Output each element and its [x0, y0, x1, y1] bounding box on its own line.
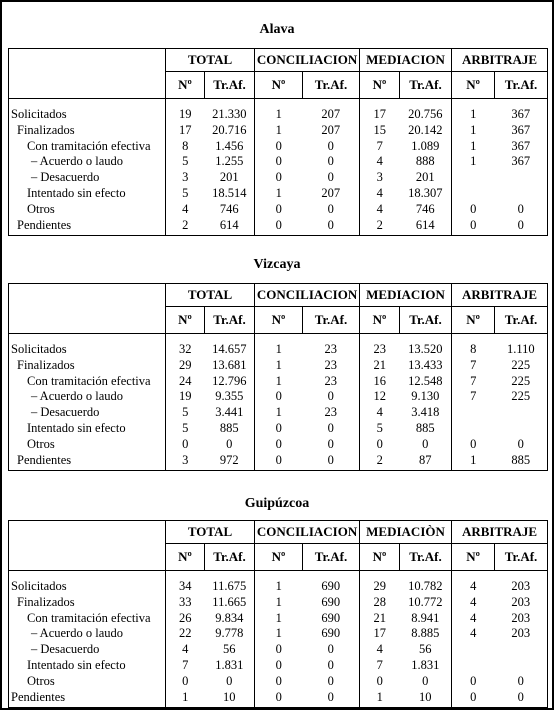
header-corner	[9, 49, 166, 99]
cell-arbitraje-traf	[495, 421, 548, 437]
cell-mediacion-n: 23	[360, 334, 400, 358]
cell-arbitraje-n: 0	[452, 690, 495, 708]
cell-total-n: 1	[166, 690, 205, 708]
group-header: MEDIACION	[360, 284, 452, 307]
row-label: – Acuerdo o laudo	[9, 389, 166, 405]
cell-mediacion-n: 4	[360, 154, 400, 170]
cell-arbitraje-traf: 0	[495, 437, 548, 453]
count-header: Nº	[166, 72, 205, 99]
cell-conciliacion-n: 1	[255, 611, 303, 627]
cell-mediacion-n: 5	[360, 421, 400, 437]
group-header: ARBITRAJE	[452, 49, 548, 72]
workers-header: Tr.Af.	[495, 544, 548, 571]
row-label: Otros	[9, 202, 166, 218]
row-label: Solicitados	[9, 571, 166, 595]
row-label: Solicitados	[9, 99, 166, 123]
stats-table	[8, 520, 548, 708]
cell-conciliacion-traf: 0	[303, 674, 360, 690]
cell-arbitraje-n: 4	[452, 626, 495, 642]
cell-mediacion-n: 3	[360, 170, 400, 186]
cell-total-n: 3	[166, 170, 205, 186]
group-header: TOTAL	[166, 521, 255, 544]
cell-total-traf: 20.716	[205, 123, 255, 139]
cell-conciliacion-traf: 0	[303, 453, 360, 471]
cell-total-n: 32	[166, 334, 205, 358]
group-header: ARBITRAJE	[452, 284, 548, 307]
cell-conciliacion-n: 0	[255, 170, 303, 186]
cell-mediacion-n: 2	[360, 218, 400, 236]
cell-mediacion-traf: 13.433	[400, 358, 452, 374]
workers-header: Tr.Af.	[495, 72, 548, 99]
cell-total-n: 22	[166, 626, 205, 642]
cell-conciliacion-traf: 23	[303, 374, 360, 390]
cell-conciliacion-n: 0	[255, 453, 303, 471]
group-header: CONCILIACION	[255, 284, 360, 307]
cell-arbitraje-n: 1	[452, 139, 495, 155]
count-header: Nº	[360, 307, 400, 334]
cell-arbitraje-traf: 0	[495, 690, 548, 708]
cell-mediacion-n: 16	[360, 374, 400, 390]
row-label: Intentado sin efecto	[9, 186, 166, 202]
table-row	[9, 690, 548, 708]
cell-mediacion-traf: 10.782	[400, 571, 452, 595]
cell-total-traf: 1.456	[205, 139, 255, 155]
cell-mediacion-traf: 614	[400, 218, 452, 236]
count-header: Nº	[360, 72, 400, 99]
cell-conciliacion-n: 1	[255, 405, 303, 421]
cell-mediacion-n: 7	[360, 658, 400, 674]
cell-conciliacion-n: 0	[255, 139, 303, 155]
count-header: Nº	[360, 544, 400, 571]
count-header: Nº	[452, 307, 495, 334]
cell-total-traf: 1.255	[205, 154, 255, 170]
row-label: – Desacuerdo	[9, 170, 166, 186]
cell-arbitraje-n	[452, 421, 495, 437]
cell-arbitraje-traf: 1.110	[495, 334, 548, 358]
table-row	[9, 571, 548, 595]
workers-header: Tr.Af.	[205, 544, 255, 571]
cell-total-traf: 12.796	[205, 374, 255, 390]
cell-conciliacion-traf: 23	[303, 334, 360, 358]
cell-conciliacion-traf: 0	[303, 202, 360, 218]
cell-total-traf: 1.831	[205, 658, 255, 674]
cell-mediacion-n: 15	[360, 123, 400, 139]
cell-mediacion-traf: 20.142	[400, 123, 452, 139]
cell-conciliacion-traf: 690	[303, 595, 360, 611]
cell-conciliacion-n: 1	[255, 374, 303, 390]
cell-total-n: 24	[166, 374, 205, 390]
cell-arbitraje-traf: 885	[495, 453, 548, 471]
table-row	[9, 421, 548, 437]
cell-total-traf: 21.330	[205, 99, 255, 123]
workers-header: Tr.Af.	[303, 544, 360, 571]
workers-header: Tr.Af.	[400, 544, 452, 571]
workers-header: Tr.Af.	[303, 72, 360, 99]
cell-mediacion-traf: 746	[400, 202, 452, 218]
cell-arbitraje-traf	[495, 405, 548, 421]
cell-mediacion-n: 0	[360, 674, 400, 690]
table-row	[9, 405, 548, 421]
cell-total-traf: 9.778	[205, 626, 255, 642]
cell-total-n: 7	[166, 658, 205, 674]
cell-mediacion-traf: 10.772	[400, 595, 452, 611]
cell-total-traf: 9.834	[205, 611, 255, 627]
cell-total-traf: 11.665	[205, 595, 255, 611]
table-row	[9, 202, 548, 218]
cell-total-traf: 11.675	[205, 571, 255, 595]
cell-mediacion-n: 21	[360, 611, 400, 627]
cell-arbitraje-n	[452, 186, 495, 202]
workers-header: Tr.Af.	[205, 307, 255, 334]
table-row	[9, 595, 548, 611]
row-label: Finalizados	[9, 595, 166, 611]
cell-mediacion-traf: 87	[400, 453, 452, 471]
cell-arbitraje-n: 7	[452, 358, 495, 374]
cell-mediacion-n: 2	[360, 453, 400, 471]
cell-conciliacion-n: 1	[255, 358, 303, 374]
table-row	[9, 358, 548, 374]
cell-arbitraje-n: 1	[452, 154, 495, 170]
cell-conciliacion-n: 0	[255, 218, 303, 236]
cell-arbitraje-n: 8	[452, 334, 495, 358]
cell-conciliacion-n: 0	[255, 154, 303, 170]
cell-total-traf: 10	[205, 690, 255, 708]
cell-mediacion-traf: 13.520	[400, 334, 452, 358]
cell-arbitraje-traf: 367	[495, 123, 548, 139]
cell-total-n: 33	[166, 595, 205, 611]
cell-total-traf: 614	[205, 218, 255, 236]
table-row	[9, 626, 548, 642]
cell-arbitraje-n: 1	[452, 123, 495, 139]
table-row	[9, 374, 548, 390]
cell-conciliacion-traf: 207	[303, 99, 360, 123]
workers-header: Tr.Af.	[400, 307, 452, 334]
count-header: Nº	[255, 72, 303, 99]
cell-total-n: 4	[166, 642, 205, 658]
cell-arbitraje-n: 0	[452, 437, 495, 453]
group-header: MEDIACION	[360, 49, 452, 72]
cell-mediacion-n: 4	[360, 405, 400, 421]
row-label: Solicitados	[9, 334, 166, 358]
count-header: Nº	[166, 544, 205, 571]
cell-total-n: 3	[166, 453, 205, 471]
row-label: Otros	[9, 674, 166, 690]
cell-arbitraje-n: 0	[452, 202, 495, 218]
cell-conciliacion-traf: 0	[303, 218, 360, 236]
table-row	[9, 334, 548, 358]
cell-mediacion-n: 29	[360, 571, 400, 595]
region-guipuzcoa	[0, 496, 554, 708]
cell-total-traf: 13.681	[205, 358, 255, 374]
workers-header: Tr.Af.	[205, 72, 255, 99]
row-label: Con tramitación efectiva	[9, 611, 166, 627]
cell-total-n: 5	[166, 154, 205, 170]
count-header: Nº	[166, 307, 205, 334]
cell-conciliacion-n: 1	[255, 571, 303, 595]
cell-conciliacion-traf: 0	[303, 658, 360, 674]
stats-table	[8, 48, 548, 236]
cell-arbitraje-n: 7	[452, 389, 495, 405]
group-header: TOTAL	[166, 49, 255, 72]
cell-total-traf: 18.514	[205, 186, 255, 202]
cell-conciliacion-traf: 0	[303, 139, 360, 155]
table-row	[9, 674, 548, 690]
cell-arbitraje-traf: 203	[495, 626, 548, 642]
cell-total-traf: 9.355	[205, 389, 255, 405]
cell-arbitraje-n	[452, 170, 495, 186]
cell-conciliacion-n: 0	[255, 674, 303, 690]
cell-total-n: 17	[166, 123, 205, 139]
cell-total-traf: 0	[205, 674, 255, 690]
cell-arbitraje-traf: 367	[495, 154, 548, 170]
cell-arbitraje-n: 4	[452, 571, 495, 595]
region-alava	[0, 22, 554, 236]
cell-total-n: 4	[166, 202, 205, 218]
cell-arbitraje-n: 4	[452, 611, 495, 627]
cell-mediacion-traf: 12.548	[400, 374, 452, 390]
table-row	[9, 218, 548, 236]
group-header: CONCILIACION	[255, 49, 360, 72]
cell-mediacion-n: 21	[360, 358, 400, 374]
cell-total-n: 29	[166, 358, 205, 374]
cell-mediacion-traf: 20.756	[400, 99, 452, 123]
cell-arbitraje-traf: 225	[495, 358, 548, 374]
group-header: TOTAL	[166, 284, 255, 307]
cell-total-traf: 885	[205, 421, 255, 437]
row-label: – Acuerdo o laudo	[9, 626, 166, 642]
count-header: Nº	[255, 307, 303, 334]
table-row	[9, 389, 548, 405]
table-row	[9, 453, 548, 471]
cell-arbitraje-n	[452, 658, 495, 674]
cell-total-n: 8	[166, 139, 205, 155]
cell-conciliacion-n: 0	[255, 642, 303, 658]
region-vizcaya	[0, 257, 554, 471]
cell-mediacion-n: 4	[360, 642, 400, 658]
table-row	[9, 437, 548, 453]
cell-conciliacion-n: 0	[255, 202, 303, 218]
cell-mediacion-traf: 8.941	[400, 611, 452, 627]
region-title: Vizcaya	[253, 257, 301, 272]
cell-mediacion-n: 28	[360, 595, 400, 611]
cell-arbitraje-traf: 225	[495, 389, 548, 405]
stats-table	[8, 283, 548, 471]
row-label: Intentado sin efecto	[9, 658, 166, 674]
cell-conciliacion-traf: 207	[303, 186, 360, 202]
cell-arbitraje-traf: 203	[495, 611, 548, 627]
cell-arbitraje-traf	[495, 170, 548, 186]
cell-total-n: 5	[166, 186, 205, 202]
cell-mediacion-traf: 0	[400, 674, 452, 690]
row-label: Con tramitación efectiva	[9, 374, 166, 390]
cell-arbitraje-traf: 203	[495, 571, 548, 595]
cell-mediacion-n: 17	[360, 626, 400, 642]
cell-total-traf: 201	[205, 170, 255, 186]
group-header: CONCILIACION	[255, 521, 360, 544]
count-header: Nº	[452, 544, 495, 571]
region-title: Alava	[259, 22, 295, 37]
table-row	[9, 642, 548, 658]
table-row	[9, 611, 548, 627]
cell-arbitraje-traf: 367	[495, 99, 548, 123]
cell-arbitraje-traf: 225	[495, 374, 548, 390]
cell-total-n: 2	[166, 218, 205, 236]
cell-mediacion-traf: 1.831	[400, 658, 452, 674]
cell-mediacion-traf: 1.089	[400, 139, 452, 155]
cell-arbitraje-traf: 0	[495, 218, 548, 236]
cell-conciliacion-n: 0	[255, 437, 303, 453]
cell-conciliacion-traf: 23	[303, 405, 360, 421]
cell-conciliacion-traf: 0	[303, 437, 360, 453]
cell-mediacion-traf: 8.885	[400, 626, 452, 642]
workers-header: Tr.Af.	[400, 72, 452, 99]
cell-total-traf: 972	[205, 453, 255, 471]
header-corner	[9, 284, 166, 334]
cell-arbitraje-traf	[495, 186, 548, 202]
cell-arbitraje-traf: 203	[495, 595, 548, 611]
cell-arbitraje-traf	[495, 642, 548, 658]
cell-conciliacion-n: 1	[255, 123, 303, 139]
cell-total-n: 0	[166, 674, 205, 690]
cell-mediacion-traf: 885	[400, 421, 452, 437]
header-corner	[9, 521, 166, 571]
cell-conciliacion-traf: 23	[303, 358, 360, 374]
cell-conciliacion-n: 1	[255, 186, 303, 202]
cell-mediacion-traf: 10	[400, 690, 452, 708]
table-row	[9, 186, 548, 202]
table-row	[9, 123, 548, 139]
cell-arbitraje-n	[452, 642, 495, 658]
cell-total-traf: 14.657	[205, 334, 255, 358]
cell-arbitraje-traf: 0	[495, 674, 548, 690]
cell-conciliacion-traf: 0	[303, 421, 360, 437]
cell-total-traf: 3.441	[205, 405, 255, 421]
cell-arbitraje-traf: 0	[495, 202, 548, 218]
cell-mediacion-n: 4	[360, 186, 400, 202]
cell-arbitraje-traf	[495, 658, 548, 674]
cell-conciliacion-traf: 207	[303, 123, 360, 139]
cell-total-n: 19	[166, 99, 205, 123]
cell-mediacion-traf: 201	[400, 170, 452, 186]
cell-conciliacion-traf: 0	[303, 642, 360, 658]
row-label: Finalizados	[9, 358, 166, 374]
cell-arbitraje-n: 1	[452, 453, 495, 471]
cell-arbitraje-n: 0	[452, 218, 495, 236]
row-label: – Acuerdo o laudo	[9, 154, 166, 170]
cell-mediacion-n: 0	[360, 437, 400, 453]
cell-mediacion-traf: 9.130	[400, 389, 452, 405]
cell-arbitraje-n: 7	[452, 374, 495, 390]
cell-total-traf: 746	[205, 202, 255, 218]
cell-conciliacion-n: 1	[255, 99, 303, 123]
cell-arbitraje-n: 4	[452, 595, 495, 611]
region-title: Guipúzcoa	[244, 496, 310, 511]
row-label: Pendientes	[9, 453, 166, 471]
count-header: Nº	[452, 72, 495, 99]
row-label: Pendientes	[9, 218, 166, 236]
cell-arbitraje-n	[452, 405, 495, 421]
cell-total-n: 5	[166, 405, 205, 421]
cell-mediacion-n: 1	[360, 690, 400, 708]
cell-total-traf: 56	[205, 642, 255, 658]
cell-conciliacion-traf: 0	[303, 170, 360, 186]
row-label: Otros	[9, 437, 166, 453]
cell-mediacion-n: 7	[360, 139, 400, 155]
cell-arbitraje-n: 1	[452, 99, 495, 123]
table-row	[9, 99, 548, 123]
cell-total-n: 5	[166, 421, 205, 437]
table-row	[9, 658, 548, 674]
table-row	[9, 170, 548, 186]
cell-total-n: 26	[166, 611, 205, 627]
table-row	[9, 139, 548, 155]
cell-conciliacion-n: 0	[255, 421, 303, 437]
cell-mediacion-n: 12	[360, 389, 400, 405]
cell-mediacion-traf: 0	[400, 437, 452, 453]
row-label: – Desacuerdo	[9, 642, 166, 658]
cell-mediacion-traf: 56	[400, 642, 452, 658]
cell-conciliacion-n: 1	[255, 334, 303, 358]
cell-mediacion-traf: 3.418	[400, 405, 452, 421]
workers-header: Tr.Af.	[303, 307, 360, 334]
cell-conciliacion-traf: 690	[303, 571, 360, 595]
cell-conciliacion-traf: 0	[303, 690, 360, 708]
row-label: Con tramitación efectiva	[9, 139, 166, 155]
cell-total-n: 34	[166, 571, 205, 595]
row-label: Finalizados	[9, 123, 166, 139]
cell-conciliacion-traf: 690	[303, 626, 360, 642]
workers-header: Tr.Af.	[495, 307, 548, 334]
cell-conciliacion-n: 1	[255, 595, 303, 611]
cell-total-n: 19	[166, 389, 205, 405]
cell-arbitraje-traf: 367	[495, 139, 548, 155]
cell-conciliacion-traf: 0	[303, 389, 360, 405]
cell-mediacion-n: 4	[360, 202, 400, 218]
cell-conciliacion-n: 0	[255, 690, 303, 708]
cell-conciliacion-n: 0	[255, 658, 303, 674]
count-header: Nº	[255, 544, 303, 571]
cell-total-n: 0	[166, 437, 205, 453]
cell-total-traf: 0	[205, 437, 255, 453]
cell-mediacion-traf: 18.307	[400, 186, 452, 202]
row-label: Intentado sin efecto	[9, 421, 166, 437]
group-header: ARBITRAJE	[452, 521, 548, 544]
table-row	[9, 154, 548, 170]
cell-mediacion-n: 17	[360, 99, 400, 123]
row-label: Pendientes	[9, 690, 166, 708]
row-label: – Desacuerdo	[9, 405, 166, 421]
cell-conciliacion-n: 0	[255, 389, 303, 405]
cell-arbitraje-n: 0	[452, 674, 495, 690]
cell-mediacion-traf: 888	[400, 154, 452, 170]
cell-conciliacion-traf: 0	[303, 154, 360, 170]
cell-conciliacion-traf: 690	[303, 611, 360, 627]
cell-conciliacion-n: 1	[255, 626, 303, 642]
group-header: MEDIACIÒN	[360, 521, 452, 544]
